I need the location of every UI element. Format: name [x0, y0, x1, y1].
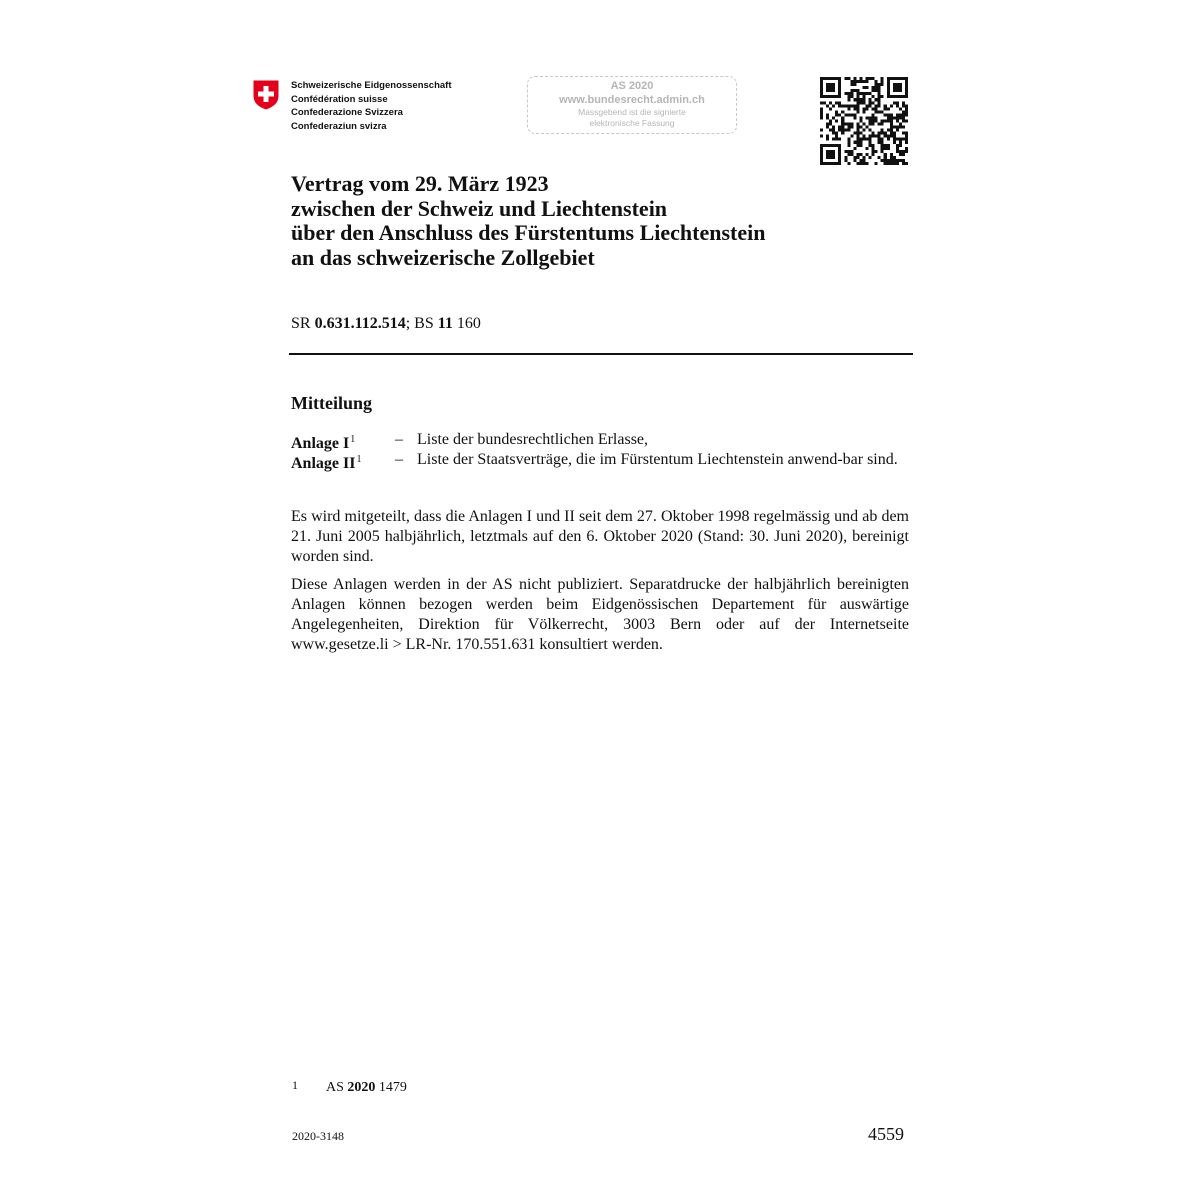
qr-code-icon [820, 77, 908, 165]
section-heading: Mitteilung [291, 393, 372, 413]
document-id: 2020-3148 [292, 1129, 344, 1143]
stamp-note-2: elektronische Fassung [589, 118, 675, 128]
annex-text: Liste der bundesrechtlichen Erlasse, [417, 431, 649, 448]
federation-names [291, 79, 452, 133]
sr-number: 0.631.112.514 [314, 315, 406, 332]
title-line-1: Vertrag vom 29. März 1923 [291, 171, 549, 196]
annex-dash: – [395, 431, 403, 448]
federation-name-fr: Confédération suisse [291, 93, 388, 105]
federation-name-it: Confederazione Svizzera [291, 107, 403, 118]
annex-text: Liste der Staatsverträge, die im Fürstentum Liechtenstein anwend-bar sind. [417, 451, 898, 468]
paragraph-2: Diese Anlagen werden in der AS nicht publiziert. Separatdrucke der halbjährlich bereinigten Anlagen können bezogen werden beim Eidgenössischen Departement für auswärtige Angelegenheiten, Direktion für Völkerrecht, 3003 Bern oder auf der Internetseite www.gesetze.li > LR-Nr. 170.551.631 konsultiert werden. [291, 576, 909, 653]
footnote-ref: 1 [356, 454, 362, 465]
stamp-note-1: Massgebend ist die signierte [578, 107, 686, 117]
bs-label: ; BS [405, 315, 434, 332]
signature-stamp [527, 76, 737, 134]
title-line-2: zwischen der Schweiz und Liechtenstein [291, 195, 668, 221]
annex-label: Anlage $I^1$ [291, 434, 356, 452]
swiss-cross-icon [252, 79, 280, 111]
federation-name-de: Schweizerische Eidgenossenschaft [291, 80, 452, 91]
footnote-year: 2020 [347, 1080, 376, 1095]
bs-page: 160 [456, 315, 481, 332]
footnote-page: 1479 [378, 1080, 407, 1095]
stamp-url: www.bundesrecht.admin.ch [559, 94, 705, 106]
page-number: 4559 [868, 1124, 904, 1144]
annex-label: Anlage $II^1$ [291, 454, 362, 472]
sr-label: SR [291, 315, 311, 332]
footnote-text [326, 1080, 407, 1096]
title-line-3: über den Anschluss des Fürstentums Liechtenstein [291, 220, 766, 245]
footnote-ref: 1 [350, 434, 356, 445]
stamp-as-year: AS 2020 [610, 80, 654, 92]
footnote-number: 1 [292, 1078, 298, 1092]
federation-name-rm: Confederaziun svizra [291, 120, 387, 132]
annex-dash: – [395, 451, 403, 468]
paragraph-1: Es wird mitgeteilt, dass die Anlagen I und II seit dem 27. Oktober 1998 regelmässig und ab dem 21. Juni 2005 halbjährlich, letztmals auf den 6. Oktober 2020 (Stand: 30. Juni 2020), bereinigt worden sind. [291, 508, 909, 565]
sr-reference [291, 314, 481, 334]
header-divider [289, 353, 913, 355]
document-title [291, 172, 766, 270]
bs-volume: 11 [437, 315, 453, 332]
title-line-4: an das schweizerische Zollgebiet [291, 244, 595, 270]
footnote-prefix: AS [326, 1080, 344, 1095]
